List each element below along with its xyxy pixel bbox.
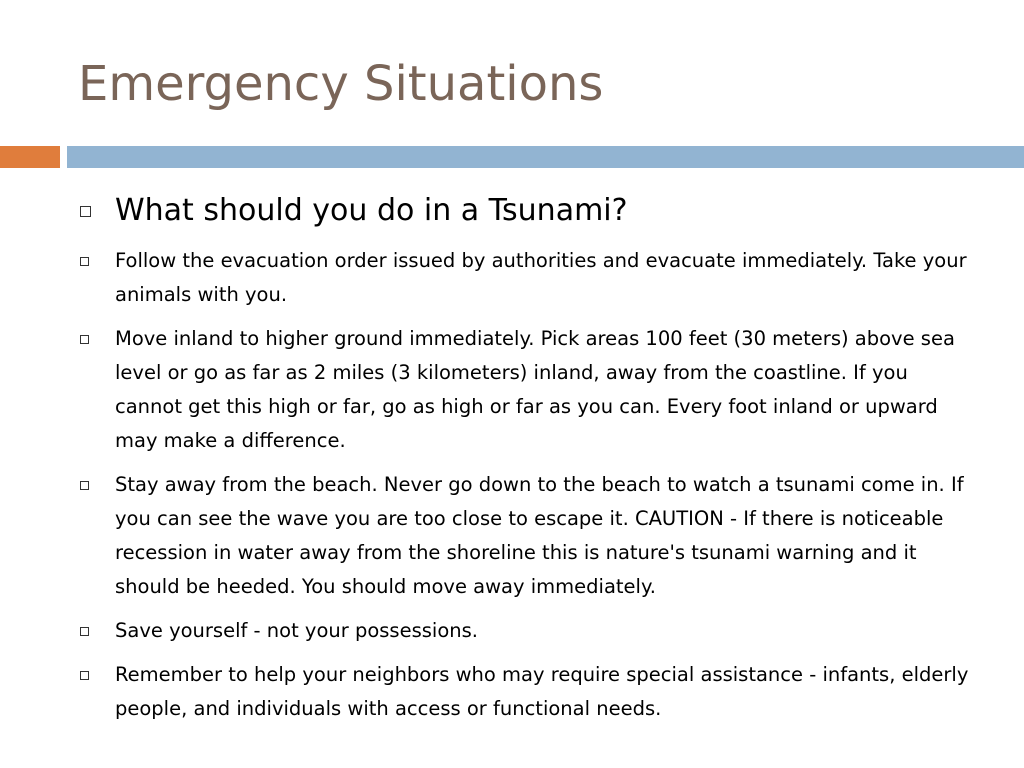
bullet-text: Move inland to higher ground immediately. Pick areas 100 feet (30 meters) above sea level or go as far as 2 miles (3 kilometers) inland, away from the coastline. If you cannot get this high or far, go as high or far as you can. Every foot inland or upward may make a difference. <box>115 327 955 452</box>
square-bullet-icon <box>80 627 89 636</box>
accent-bar-blue <box>67 146 1024 168</box>
square-bullet-icon <box>80 257 89 266</box>
bullet-text: Save yourself - not your possessions. <box>115 619 478 642</box>
bullet-item <box>80 468 980 604</box>
slide-title: Emergency Situations <box>78 56 604 112</box>
bullet-text: What should you do in a Tsunami? <box>115 193 628 228</box>
square-bullet-icon <box>80 206 91 217</box>
bullet-item <box>80 614 980 648</box>
bullet-text: Remember to help your neighbors who may require special assistance - infants, elderly people, and individuals with access or functional needs. <box>115 663 969 720</box>
bullet-item <box>80 322 980 458</box>
bullet-list <box>80 190 980 736</box>
bullet-text: Stay away from the beach. Never go down to the beach to watch a tsunami come in. If you can see the wave you are too close to escape it. CAUTION - If there is noticeable recession in water away from the shoreline this is nature's tsunami warning and it should be heeded. You should move away immediately. <box>115 473 964 598</box>
square-bullet-icon <box>80 481 89 490</box>
bullet-item-heading <box>80 190 980 232</box>
accent-bar-orange <box>0 146 60 168</box>
bullet-item <box>80 658 980 726</box>
bullet-item <box>80 244 980 312</box>
bullet-text: Follow the evacuation order issued by authorities and evacuate immediately. Take your animals with you. <box>115 249 967 306</box>
square-bullet-icon <box>80 335 89 344</box>
square-bullet-icon <box>80 671 89 680</box>
